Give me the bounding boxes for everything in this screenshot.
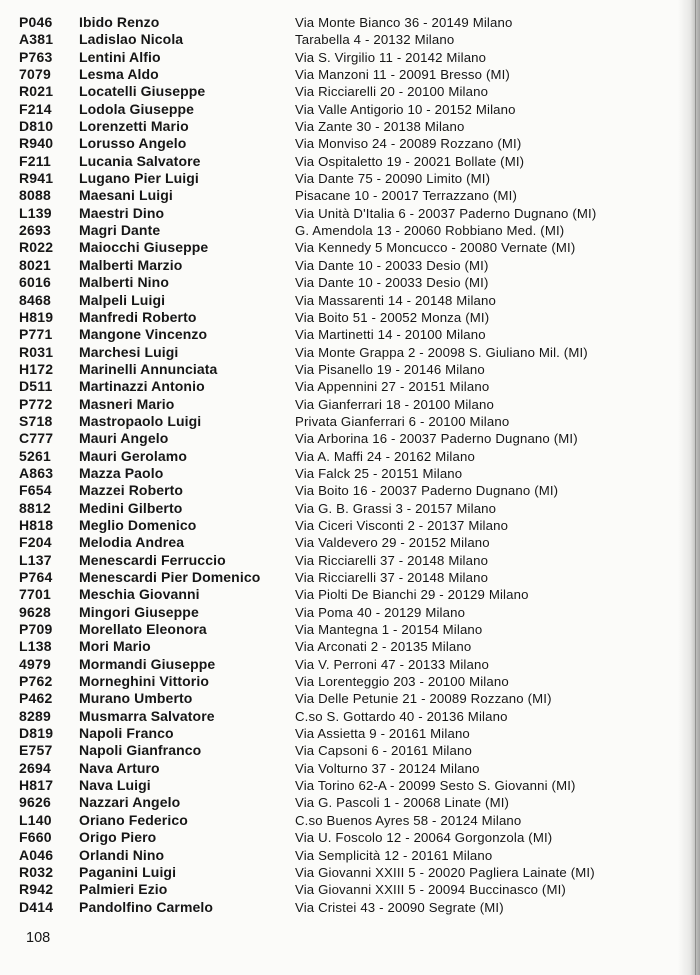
member-name: Maesani Luigi [79, 187, 173, 204]
list-item [19, 690, 659, 707]
list-item [19, 413, 659, 430]
member-address: Via Torino 62-A - 20099 Sesto S. Giovanni (MI) [295, 778, 576, 794]
member-address: Via Monte Grappa 2 - 20098 S. Giuliano Mil. (MI) [295, 344, 588, 360]
member-name: Nava Luigi [79, 777, 151, 794]
list-item [19, 569, 659, 586]
member-address: Via G. B. Grassi 3 - 20157 Milano [295, 500, 497, 516]
member-address: Via Dante 10 - 20033 Desio (MI) [295, 257, 489, 273]
member-address: Via Cristei 43 - 20090 Segrate (MI) [295, 899, 504, 915]
member-name: Nava Arturo [79, 759, 160, 776]
member-name: Mormandi Giuseppe [79, 655, 216, 672]
member-name: Manfredi Roberto [79, 308, 197, 325]
member-code: L140 [19, 811, 52, 828]
member-name: Morellato Eleonora [79, 621, 207, 638]
member-code: F660 [19, 829, 52, 846]
member-address: Via U. Foscolo 12 - 20064 Gorgonzola (MI) [295, 830, 553, 846]
member-code: 7701 [19, 586, 51, 603]
member-address: Via Manzoni 11 - 20091 Bresso (MI) [295, 67, 510, 83]
member-name: Lucania Salvatore [79, 152, 201, 169]
member-code: F211 [19, 152, 51, 169]
member-name: Malberti Nino [79, 274, 169, 291]
member-address: Via Pisanello 19 - 20146 Milano [295, 361, 485, 377]
member-name: Lorenzetti Mario [79, 118, 189, 135]
member-name: Medini Gilberto [79, 499, 183, 516]
member-address: C.so Buenos Ayres 58 - 20124 Milano [295, 812, 522, 828]
member-code: 5261 [19, 447, 51, 464]
list-item [19, 309, 659, 326]
list-item [19, 673, 659, 690]
member-code: R032 [19, 863, 54, 880]
member-address: G. Amendola 13 - 20060 Robbiano Med. (MI) [295, 223, 565, 239]
list-item [19, 222, 659, 239]
member-address: Via Piolti De Bianchi 29 - 20129 Milano [295, 587, 529, 603]
member-address: Via Gianferrari 18 - 20100 Milano [295, 396, 494, 412]
member-name: Napoli Gianfranco [79, 742, 202, 759]
member-name: Marinelli Annunciata [79, 360, 218, 377]
page-edge-shadow [678, 0, 700, 975]
member-code: 8021 [19, 256, 51, 273]
list-item [19, 656, 659, 673]
member-name: Menescardi Ferruccio [79, 551, 226, 568]
member-address: Via Falck 25 - 20151 Milano [295, 465, 463, 481]
member-address: Via Valdevero 29 - 20152 Milano [295, 535, 490, 551]
member-address: Via Dante 75 - 20090 Limito (MI) [295, 171, 491, 187]
list-item [19, 777, 659, 794]
list-item [19, 708, 659, 725]
member-name: Lodola Giuseppe [79, 100, 195, 117]
member-name: Mauri Angelo [79, 430, 169, 447]
member-name: Locatelli Giuseppe [79, 83, 206, 100]
member-code: D511 [19, 378, 53, 395]
member-name: Mingori Giuseppe [79, 603, 199, 620]
member-name: Marchesi Luigi [79, 343, 179, 360]
member-code: H172 [19, 360, 54, 377]
member-code: R021 [19, 83, 54, 100]
member-name: Mastropaolo Luigi [79, 412, 202, 429]
member-address: Via Assietta 9 - 20161 Milano [295, 726, 470, 742]
member-code: D819 [19, 725, 54, 742]
list-item [19, 604, 659, 621]
list-item [19, 205, 659, 222]
list-item [19, 742, 659, 759]
page-edge-line [695, 0, 696, 975]
member-code: C777 [19, 430, 54, 447]
member-address: Via Giovanni XXIII 5 - 20020 Pagliera Lainate (MI) [295, 864, 595, 880]
member-code: H819 [19, 308, 54, 325]
member-code: L139 [19, 204, 52, 221]
list-item [19, 552, 659, 569]
member-name: Musmarra Salvatore [79, 707, 215, 724]
list-item [19, 378, 659, 395]
member-address: Via Massarenti 14 - 20148 Milano [295, 292, 497, 308]
member-name: Mauri Gerolamo [79, 447, 187, 464]
member-address: Via Monte Bianco 36 - 20149 Milano [295, 15, 513, 30]
member-code: D810 [19, 118, 54, 135]
member-code: P763 [19, 48, 53, 65]
list-item [19, 344, 659, 361]
member-name: Masneri Mario [79, 395, 175, 412]
list-item [19, 500, 659, 517]
member-address: Via Martinetti 14 - 20100 Milano [295, 327, 486, 343]
list-item [19, 170, 659, 187]
list-item [19, 361, 659, 378]
member-code: A046 [19, 846, 54, 863]
list-item [19, 66, 659, 83]
member-code: 7079 [19, 66, 51, 83]
list-item [19, 274, 659, 291]
list-item [19, 482, 659, 499]
member-name: Nazzari Angelo [79, 794, 181, 811]
member-address: Privata Gianferrari 6 - 20100 Milano [295, 413, 510, 429]
member-name: Oriano Federico [79, 811, 188, 828]
member-name: Mori Mario [79, 638, 151, 655]
member-address: Via Giovanni XXIII 5 - 20094 Buccinasco (MI) [295, 882, 566, 898]
member-code: F654 [19, 482, 52, 499]
member-list [19, 14, 659, 916]
member-address: Via Boito 51 - 20052 Monza (MI) [295, 309, 490, 325]
member-name: Menescardi Pier Domenico [79, 569, 261, 585]
member-name: Meschia Giovanni [79, 586, 200, 603]
member-address: Tarabella 4 - 20132 Milano [295, 32, 455, 48]
member-address: Via S. Virgilio 11 - 20142 Milano [295, 49, 487, 65]
list-item [19, 153, 659, 170]
member-code: 8468 [19, 291, 51, 308]
member-code: P764 [19, 569, 53, 585]
member-code: H817 [19, 777, 54, 794]
member-address: Via Valle Antigorio 10 - 20152 Milano [295, 101, 516, 117]
member-address: Via V. Perroni 47 - 20133 Milano [295, 656, 489, 672]
member-address: Via Capsoni 6 - 20161 Milano [295, 743, 472, 759]
list-item [19, 448, 659, 465]
member-address: Via Delle Petunie 21 - 20089 Rozzano (MI) [295, 691, 552, 707]
member-address: Via Zante 30 - 20138 Milano [295, 119, 465, 135]
member-address: Via Arconati 2 - 20135 Milano [295, 639, 472, 655]
member-address: Via A. Maffi 24 - 20162 Milano [295, 448, 475, 464]
member-code: P462 [19, 690, 53, 707]
member-address: Via Ciceri Visconti 2 - 20137 Milano [295, 517, 509, 533]
member-address: Via G. Pascoli 1 - 20068 Linate (MI) [295, 795, 510, 811]
page-number: 108 [26, 930, 51, 946]
member-code: 9626 [19, 794, 51, 811]
list-item [19, 899, 659, 916]
member-code: H818 [19, 516, 54, 533]
member-address: Via Lorenteggio 203 - 20100 Milano [295, 674, 509, 690]
member-address: Via Appennini 27 - 20151 Milano [295, 379, 490, 395]
member-name: Murano Umberto [79, 690, 193, 707]
list-item [19, 812, 659, 829]
member-address: Via Poma 40 - 20129 Milano [295, 604, 466, 620]
member-address: Via Ricciarelli 37 - 20148 Milano [295, 570, 489, 585]
list-item [19, 14, 659, 31]
list-item [19, 517, 659, 534]
member-code: P762 [19, 673, 53, 690]
list-item [19, 794, 659, 811]
list-item [19, 326, 659, 343]
member-code: E757 [19, 742, 53, 759]
member-address: Via Mantegna 1 - 20154 Milano [295, 622, 483, 638]
member-name: Paganini Luigi [79, 863, 177, 880]
list-item [19, 864, 659, 881]
member-code: L138 [19, 638, 52, 655]
member-name: Pandolfino Carmelo [79, 898, 214, 915]
member-address: Via Unità D'Italia 6 - 20037 Paderno Dugnano (MI) [295, 205, 597, 221]
list-item [19, 465, 659, 482]
member-code: R942 [19, 881, 54, 898]
list-item [19, 49, 659, 66]
list-item [19, 829, 659, 846]
list-item [19, 292, 659, 309]
list-item [19, 83, 659, 100]
list-item [19, 257, 659, 274]
member-code: P771 [19, 326, 53, 343]
member-address: Via Ricciarelli 37 - 20148 Milano [295, 552, 489, 568]
member-name: Palmieri Ezio [79, 881, 168, 898]
member-name: Melodia Andrea [79, 534, 185, 551]
member-address: Via Kennedy 5 Moncucco - 20080 Vernate (MI) [295, 240, 576, 256]
member-code: P709 [19, 621, 53, 638]
member-name: Magri Dante [79, 222, 161, 239]
member-code: R941 [19, 170, 54, 187]
member-code: 9628 [19, 603, 51, 620]
list-item [19, 725, 659, 742]
list-item [19, 881, 659, 898]
list-item [19, 396, 659, 413]
member-name: Meglio Domenico [79, 516, 197, 533]
list-item [19, 586, 659, 603]
member-name: Mazzei Roberto [79, 482, 184, 499]
list-item [19, 638, 659, 655]
member-name: Martinazzi Antonio [79, 378, 205, 395]
member-code: D414 [19, 898, 54, 915]
member-address: C.so S. Gottardo 40 - 20136 Milano [295, 708, 508, 724]
member-address: Pisacane 10 - 20017 Terrazzano (MI) [295, 188, 517, 204]
member-code: A863 [19, 464, 54, 481]
member-name: Orlandi Nino [79, 846, 165, 863]
member-address: Via Arborina 16 - 20037 Paderno Dugnano (MI) [295, 431, 578, 447]
member-name: Malpeli Luigi [79, 291, 166, 308]
list-item [19, 430, 659, 447]
member-code: 6016 [19, 274, 51, 291]
member-name: Morneghini Vittorio [79, 673, 209, 690]
member-code: S718 [19, 412, 53, 429]
member-name: Mangone Vincenzo [79, 326, 208, 343]
member-code: 8812 [19, 499, 51, 516]
member-name: Napoli Franco [79, 725, 174, 742]
member-code: P046 [19, 14, 53, 30]
member-name: Lugano Pier Luigi [79, 170, 199, 187]
list-item [19, 118, 659, 135]
list-item [19, 31, 659, 48]
member-code: R022 [19, 239, 54, 256]
member-address: Via Ricciarelli 20 - 20100 Milano [295, 84, 489, 100]
list-item [19, 621, 659, 638]
member-code: 8289 [19, 707, 51, 724]
list-item [19, 847, 659, 864]
member-name: Maestri Dino [79, 204, 165, 221]
member-code: R940 [19, 135, 54, 152]
member-code: 8088 [19, 187, 51, 204]
member-name: Ibido Renzo [79, 14, 160, 30]
member-name: Lorusso Angelo [79, 135, 187, 152]
member-code: 2693 [19, 222, 51, 239]
member-name: Ladislao Nicola [79, 31, 184, 48]
member-code: 4979 [19, 655, 51, 672]
member-address: Via Dante 10 - 20033 Desio (MI) [295, 275, 489, 291]
member-name: Origo Piero [79, 829, 157, 846]
member-code: F214 [19, 100, 52, 117]
member-name: Maiocchi Giuseppe [79, 239, 209, 256]
member-name: Malberti Marzio [79, 256, 183, 273]
list-item [19, 135, 659, 152]
list-item [19, 534, 659, 551]
member-code: P772 [19, 395, 53, 412]
member-address: Via Volturno 37 - 20124 Milano [295, 760, 480, 776]
member-name: Mazza Paolo [79, 464, 164, 481]
member-name: Lentini Alfio [79, 48, 161, 65]
member-code: F204 [19, 534, 52, 551]
member-address: Via Semplicità 12 - 20161 Milano [295, 847, 493, 863]
member-code: 2694 [19, 759, 51, 776]
list-item [19, 187, 659, 204]
member-code: A381 [19, 31, 54, 48]
list-item [19, 239, 659, 256]
member-address: Via Ospitaletto 19 - 20021 Bollate (MI) [295, 153, 525, 169]
member-code: L137 [19, 551, 52, 568]
list-item [19, 101, 659, 118]
member-name: Lesma Aldo [79, 66, 159, 83]
list-item [19, 760, 659, 777]
member-address: Via Monviso 24 - 20089 Rozzano (MI) [295, 136, 522, 152]
member-address: Via Boito 16 - 20037 Paderno Dugnano (MI) [295, 483, 559, 499]
member-code: R031 [19, 343, 54, 360]
